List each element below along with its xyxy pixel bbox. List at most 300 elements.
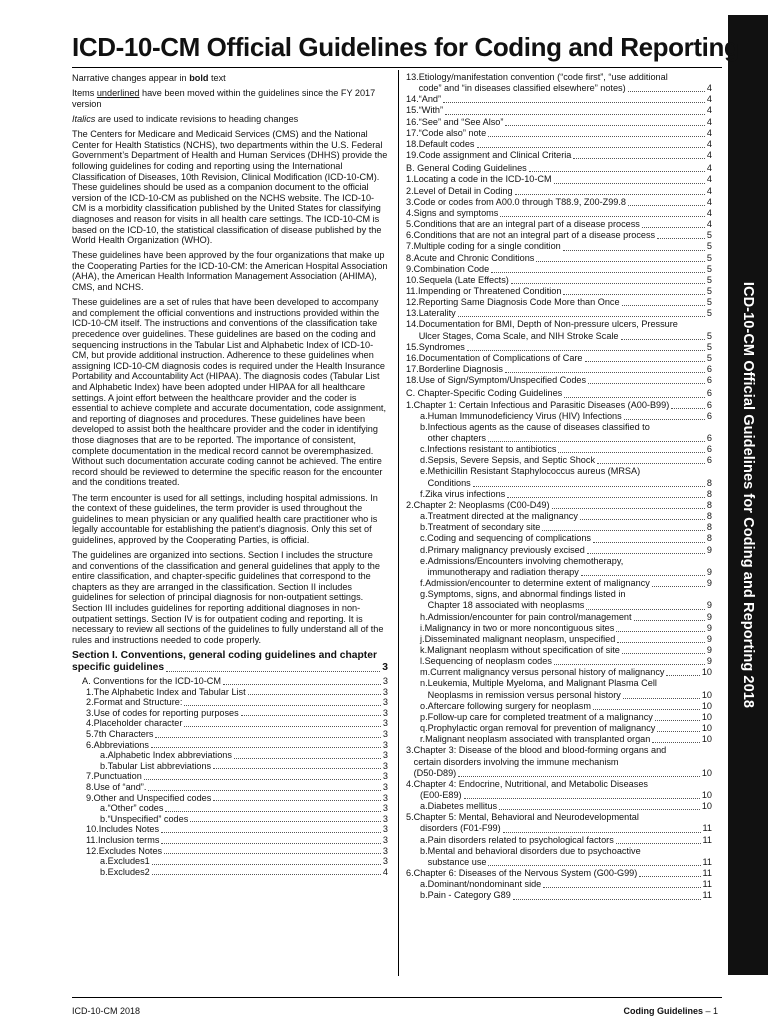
toc-entry[interactable] — [82, 856, 388, 867]
dot-leader — [443, 102, 705, 103]
toc-entry[interactable] — [406, 667, 712, 678]
toc-entry[interactable] — [406, 208, 712, 219]
dot-leader — [488, 865, 700, 866]
toc-entry-label: Pain disorders related to psychological factors — [427, 834, 614, 845]
toc-entry-label: Primary malignancy previously excised — [427, 544, 585, 555]
toc-entry-label: “Unspecified” codes — [107, 813, 189, 824]
toc-entry[interactable] — [406, 444, 712, 455]
toc-entry-label: Ulcer Stages, Coma Scale, and NIH Stroke Scale — [418, 330, 619, 341]
toc-entry-page: 3 — [382, 697, 388, 708]
dot-leader — [152, 864, 381, 865]
toc-entry-label: Level of Detail in Coding — [413, 185, 513, 196]
toc-entry-number: 4. — [86, 718, 94, 729]
toc-entry-page: 8 — [706, 522, 712, 533]
toc-entry-page: 6 — [706, 455, 712, 466]
dot-leader — [152, 874, 381, 875]
dot-leader — [622, 305, 705, 306]
toc-entry[interactable] — [406, 634, 712, 645]
toc-entry-label: Acute and Chronic Conditions — [413, 252, 535, 263]
toc-entry-page: 5 — [706, 341, 712, 352]
toc-entry-page: 11 — [702, 856, 712, 867]
toc-entry-page: 10 — [701, 734, 712, 745]
footer-left: ICD-10-CM 2018 — [72, 1006, 141, 1016]
toc-entry[interactable] — [406, 623, 712, 634]
toc-entry[interactable] — [406, 835, 712, 846]
toc-entry-label: Conditions that are not an integral part of a disease process — [413, 230, 656, 241]
toc-entry-label: Disseminated malignant neoplasm, unspecified — [424, 633, 616, 644]
toc-entry[interactable] — [406, 489, 712, 500]
toc-entry-number: 7. — [406, 241, 414, 252]
toc-entry-label: Code or codes from A00.0 through T88.9, Z00-Z99.8 — [413, 196, 626, 207]
toc-entry-number: 8. — [86, 781, 94, 792]
toc-entry-page: 4 — [706, 207, 712, 218]
toc-entry-page: 11 — [702, 890, 712, 901]
toc-entry-number: b. — [420, 890, 428, 901]
toc-entry-page: 10 — [701, 667, 712, 678]
dot-leader — [563, 250, 705, 251]
toc-entry[interactable] — [406, 801, 712, 812]
toc-entry[interactable] — [406, 723, 712, 734]
toc-entry-label: Documentation of Complications of Care — [418, 352, 583, 363]
toc-entry-number: 12. — [86, 845, 99, 856]
toc-entry-number: 4. — [406, 778, 414, 789]
toc-entry-page: 4 — [382, 866, 388, 877]
dot-leader — [581, 575, 705, 576]
toc-entry-label: Neoplasms in remission versus personal history — [427, 689, 621, 700]
toc-entry-page: 4 — [706, 138, 712, 149]
section-1-heading: Section I. Conventions, general coding guidelines and chapter specific guidelines 3 — [72, 650, 388, 674]
toc-entry[interactable] — [406, 846, 712, 868]
dot-leader — [642, 227, 705, 228]
toc-entry[interactable] — [406, 230, 712, 241]
toc-entry-number: k. — [420, 644, 428, 655]
toc-entry-number: a. — [420, 801, 428, 812]
toc-entry-label: Use of “and”. — [93, 781, 147, 792]
toc-entry-number: d. — [420, 544, 428, 555]
dot-leader — [184, 705, 381, 706]
toc-c-heading[interactable]: C. Chapter-Specific Coding Guidelines 6 — [406, 388, 712, 399]
toc-entry[interactable] — [406, 400, 712, 411]
toc-entry-number: 18. — [406, 375, 419, 386]
toc-entry-line: Etiology/manifestation convention (“code first”, “use additional — [418, 72, 668, 82]
toc-entry-page: 8 — [706, 488, 712, 499]
toc-entry[interactable] — [406, 455, 712, 466]
toc-entry-number: 3. — [406, 745, 414, 756]
toc-entry-page: 3 — [382, 792, 388, 803]
toc-entry-page: 11 — [702, 868, 712, 879]
toc-entry-label: Syndromes — [418, 341, 465, 352]
toc-entry-number: 16. — [406, 116, 419, 127]
toc-entry-number: l. — [420, 656, 425, 667]
toc-entry-number: a. — [420, 410, 428, 421]
toc-entry[interactable] — [406, 308, 712, 319]
toc-entry-page: 4 — [706, 219, 712, 230]
dot-leader — [657, 238, 705, 239]
toc-entry[interactable] — [82, 824, 388, 835]
toc-entry[interactable] — [406, 734, 712, 745]
dot-leader — [585, 361, 705, 362]
toc-entry-label: Use of Sign/Symptom/Unspecified Codes — [418, 375, 587, 386]
dot-leader — [616, 631, 705, 632]
toc-entry-line: Documentation for BMI, Depth of Non-pressure ulcers, Pressure — [418, 319, 678, 330]
toc-entry-number: 13. — [406, 308, 419, 319]
toc-entry[interactable] — [406, 712, 712, 723]
toc-entry-label: Reporting Same Diagnosis Code More than Once — [418, 297, 620, 308]
toc-entry[interactable] — [406, 411, 712, 422]
toc-entry-page: 9 — [706, 600, 712, 611]
toc-entry-page: 3 — [382, 803, 388, 814]
toc-entry-label: Chapter 1: Certain Infectious and Parasitic Diseases (A00-B99) — [413, 399, 670, 410]
toc-entry-number: a. — [420, 511, 428, 522]
toc-entry-page: 6 — [706, 364, 712, 375]
toc-entry-number: p. — [420, 711, 428, 722]
toc-entry[interactable] — [406, 72, 712, 94]
toc-entry-number: 11. — [406, 285, 419, 296]
dot-leader — [621, 339, 705, 340]
toc-entry-page: 8 — [706, 499, 712, 510]
dot-leader — [241, 715, 381, 716]
toc-entry-page: 5 — [706, 285, 712, 296]
toc-entry-label: Excludes1 — [107, 856, 150, 867]
dot-leader — [473, 486, 705, 487]
toc-entry-page: 5 — [706, 241, 712, 252]
toc-entry-page: 10 — [701, 700, 712, 711]
toc-entry-label: Default codes — [418, 138, 475, 149]
toc-entry-page: 6 — [706, 399, 712, 410]
toc-entry[interactable] — [406, 139, 712, 150]
dot-leader — [499, 809, 700, 810]
page-title: ICD-10-CM Official Guidelines for Coding and Reporting — [72, 32, 740, 62]
toc-entry[interactable] — [82, 835, 388, 846]
dot-leader — [623, 698, 700, 699]
toc-entry-label: Sepsis, Severe Sepsis, and Septic Shock — [427, 455, 596, 466]
dot-leader — [597, 463, 705, 464]
toc-entry[interactable] — [406, 678, 712, 700]
toc-entry[interactable] — [406, 319, 712, 341]
dot-leader — [542, 530, 705, 531]
toc-entry-number: 9. — [86, 792, 94, 803]
toc-entry-page: 4 — [706, 94, 712, 105]
toc-entry-page: 6 — [706, 410, 712, 421]
toc-entry-label: code” and “in diseases classified elsewhere” notes) — [418, 83, 626, 94]
toc-entry[interactable] — [82, 687, 388, 698]
toc-entry[interactable] — [406, 186, 712, 197]
toc-entry-label: immunotherapy and radiation therapy — [427, 566, 579, 577]
toc-entry-page: 8 — [706, 511, 712, 522]
footer-right: Coding Guidelines – 1 — [623, 1006, 718, 1016]
toc-entry-label: “Code also” note — [418, 127, 487, 138]
toc-entry-label: Chapter 6: Diseases of the Nervous System (G00-G99) — [413, 868, 638, 879]
dot-leader — [586, 609, 705, 610]
toc-entry-line: certain disorders involving the immune mechanism — [413, 756, 619, 767]
toc-entry-page: 11 — [702, 834, 712, 845]
toc-entry[interactable] — [406, 219, 712, 230]
toc-entry[interactable] — [82, 782, 388, 793]
toc-entry[interactable] — [82, 750, 388, 761]
toc-entry-page: 4 — [706, 196, 712, 207]
toc-entry-number: 14. — [406, 94, 419, 105]
toc-entry-number: 7. — [86, 771, 94, 782]
toc-entry[interactable] — [406, 105, 712, 116]
toc-entry-number: b. — [100, 866, 108, 877]
toc-entry[interactable] — [406, 578, 712, 589]
toc-entry-number: a. — [420, 879, 428, 890]
toc-entry-line: Infectious agents as the cause of diseases classified to — [427, 421, 650, 432]
toc-entry-page: 3 — [382, 771, 388, 782]
toc-entry-number: 6. — [406, 230, 414, 241]
toc-entry-page: 5 — [706, 230, 712, 241]
toc-entry-page: 10 — [701, 801, 712, 812]
toc-entry-page: 3 — [382, 781, 388, 792]
toc-entry-label: Human Immunodeficiency Virus (HIV) Infections — [427, 410, 622, 421]
toc-entry[interactable] — [82, 697, 388, 708]
toc-entry[interactable] — [406, 790, 712, 801]
toc-entry-label: Zika virus infections — [425, 488, 506, 499]
toc-entry-page: 3 — [382, 729, 388, 739]
toc-entry[interactable] — [406, 353, 712, 364]
dot-leader — [213, 768, 381, 769]
dot-leader — [513, 899, 701, 900]
toc-entry[interactable] — [406, 364, 712, 375]
dot-leader — [655, 720, 700, 721]
toc-entry-page: 5 — [706, 308, 712, 319]
toc-entry[interactable] — [406, 297, 712, 308]
toc-entry-number: i. — [420, 622, 425, 633]
toc-entry-label: Dominant/nondominant side — [427, 879, 542, 890]
toc-entry-number: b. — [420, 522, 428, 533]
toc-entry-page: 6 — [706, 433, 712, 443]
toc-entry[interactable] — [82, 729, 388, 740]
toc-entry-label: Laterality — [418, 308, 456, 319]
toc-entry[interactable] — [406, 500, 712, 511]
toc-entry[interactable] — [406, 422, 712, 444]
toc-entry-label: Treatment directed at the malignancy — [427, 511, 578, 522]
toc-entry-number: 5. — [86, 729, 94, 739]
toc-a-heading[interactable]: A. Conventions for the ICD-10-CM 3 — [82, 676, 388, 687]
toc-entry-line: Chapter 3: Disease of the blood and blood-forming organs and — [413, 745, 667, 756]
toc-entry-page: 5 — [706, 274, 712, 285]
toc-entry[interactable] — [406, 253, 712, 264]
toc-entry[interactable] — [406, 342, 712, 353]
toc-entry[interactable] — [82, 803, 388, 814]
toc-entry-label: Current malignancy versus personal history of malignancy — [430, 667, 665, 678]
toc-entry-label: substance use — [427, 856, 487, 867]
toc-entry[interactable] — [406, 645, 712, 656]
toc-entry[interactable] — [406, 522, 712, 533]
toc-entry[interactable] — [406, 511, 712, 522]
toc-entry-label: Malignant neoplasm without specification of site — [427, 644, 620, 655]
toc-entry[interactable] — [82, 793, 388, 804]
toc-entry[interactable] — [406, 823, 712, 834]
dot-leader — [190, 821, 381, 822]
dot-leader — [593, 709, 700, 710]
toc-entry-number: 14. — [406, 319, 419, 330]
toc-entry[interactable] — [82, 771, 388, 782]
toc-entry-page: 3 — [382, 718, 388, 729]
paragraph: The guidelines are organized into sections. Section I includes the structure and conventions of the classification and general guidelines that apply to the entire classification, and chapter-specific guidelines that correspond to the chapters as they are arranged in the classification. Section II includes guidelines for selection of principal diagnosis for non-outpatient settings. Section III includes guidelines for reporting additional diagnoses in non-outpatient settings. Section IV is for outpatient coding and reporting. It is necessary to review all sections of the guidelines to fully understand all of the rules and instructions needed to code properly. — [72, 550, 384, 645]
toc-entry[interactable] — [406, 375, 712, 386]
toc-entry-page: 3 — [382, 750, 388, 761]
toc-entry[interactable] — [406, 197, 712, 208]
toc-entry[interactable] — [82, 761, 388, 772]
dot-leader — [144, 779, 381, 780]
toc-entry-page: 6 — [706, 375, 712, 386]
toc-entry-page: 9 — [706, 578, 712, 589]
toc-entry-number: b. — [420, 421, 428, 432]
title-rule — [72, 67, 722, 68]
toc-entry-page: 9 — [706, 622, 712, 633]
toc-entry-label: Placeholder character — [93, 718, 183, 729]
toc-entry-label: Borderline Diagnosis — [418, 364, 503, 375]
toc-entry-number: 3. — [86, 707, 94, 718]
toc-entry-number: f. — [420, 488, 426, 499]
toc-entry[interactable] — [406, 556, 712, 578]
toc-entry[interactable] — [406, 275, 712, 286]
toc-entry[interactable] — [406, 264, 712, 275]
toc-entry-label: Includes Notes — [98, 824, 160, 835]
dot-leader — [634, 620, 705, 621]
dot-leader — [164, 853, 381, 854]
toc-entry[interactable] — [406, 656, 712, 667]
toc-entry-label: Malignancy in two or more noncontiguous sites — [424, 622, 615, 633]
toc-entry-page: 11 — [702, 823, 712, 834]
toc-entry-label: Sequencing of neoplasm codes — [424, 656, 552, 667]
toc-entry[interactable] — [406, 150, 712, 161]
toc-entry-number: o. — [420, 700, 428, 711]
toc-entry-label: Conditions — [427, 477, 471, 488]
toc-entry[interactable] — [406, 890, 712, 901]
paragraph: These guidelines are a set of rules that have been developed to accompany and complement the official conventions and instructions provided within the ICD-10-CM itself. The instructions and conventions of the classification take precedence over guidelines. These guidelines are based on the coding and sequencing instructions in the Tabular List and Alphabetic Index of ICD-10-CM, but provide additional instruction. Adherence to these guidelines when assigning ICD-10-CM diagnosis codes is required under the Health Insurance Portability and Accountability Act (HIPAA). The diagnosis codes (Tabular List and Alphabetic Index) have been adopted under HIPAA for all healthcare settings. A joint effort between the healthcare provider and the coder is essential to achieve complete and accurate documentation, code assignment, and reporting of diagnoses and procedures. These guidelines have been developed to assist both the healthcare provider and the coder in identifying those diagnoses that are to be reported. The importance of consistent, complete documentation in the medical record cannot be overemphasized. Without such documentation accurate coding cannot be achieved. The entire record should be reviewed to determine the specific reason for the encounter and the conditions treated. — [72, 297, 386, 488]
toc-entry[interactable] — [406, 286, 712, 297]
toc-entry-line: Methicillin Resistant Staphylococcus aureus (MRSA) — [427, 466, 641, 477]
toc-entry[interactable] — [406, 779, 712, 790]
toc-entry[interactable] — [406, 701, 712, 712]
toc-entry-page: 4 — [706, 150, 712, 161]
toc-entry-number: c. — [420, 533, 428, 544]
toc-b-heading[interactable]: B. General Coding Guidelines 4 — [406, 163, 712, 174]
toc-entry[interactable] — [406, 117, 712, 128]
toc-entry[interactable] — [406, 241, 712, 252]
toc-entry-number: 3. — [406, 196, 414, 207]
toc-entry-number: 5. — [406, 812, 414, 823]
toc-entry-label: other chapters — [427, 433, 486, 443]
toc-entry[interactable] — [406, 466, 712, 488]
dot-leader — [616, 843, 701, 844]
dot-leader — [573, 158, 705, 159]
toc-entry[interactable] — [82, 740, 388, 751]
footer-rule — [72, 997, 722, 998]
toc-entry-number: f. — [420, 578, 426, 589]
dot-leader — [151, 747, 381, 748]
toc-entry[interactable] — [406, 545, 712, 556]
toc-entry[interactable] — [406, 94, 712, 105]
narrative-note: Narrative changes appear in bold text — [72, 73, 226, 83]
dot-leader — [639, 876, 700, 877]
toc-entry-label: Use of codes for reporting purposes — [93, 707, 239, 718]
toc-entry[interactable] — [406, 879, 712, 890]
toc-entry-number: j. — [420, 633, 425, 644]
toc-entry-number: q. — [420, 723, 428, 734]
dot-leader — [657, 731, 699, 732]
toc-entry-number: a. — [100, 750, 108, 761]
dot-leader — [500, 216, 705, 217]
dot-leader — [671, 408, 705, 409]
toc-entry-line: Symptoms, signs, and abnormal findings listed in — [427, 589, 626, 600]
dot-leader — [558, 452, 704, 453]
toc-entry-page: 4 — [706, 105, 712, 116]
toc-entry-number: 10. — [406, 274, 419, 285]
toc-entry-label: Impending or Threatened Condition — [418, 285, 562, 296]
toc-entry-number: e. — [420, 555, 428, 566]
toc-entry-label: “With” — [418, 105, 444, 116]
toc-entry-page: 9 — [706, 544, 712, 555]
toc-entry-label: Alphabetic Index abbreviations — [107, 750, 232, 761]
dot-leader — [628, 205, 705, 206]
toc-entry-page: 4 — [706, 185, 712, 196]
toc-entry-label: Inclusion terms — [98, 834, 160, 845]
dot-leader — [536, 261, 705, 262]
column-divider — [398, 70, 399, 976]
toc-entry-number: 1. — [406, 174, 414, 185]
toc-entry-number: 19. — [406, 150, 419, 161]
toc-entry-number: 6. — [406, 868, 414, 879]
toc-entry[interactable] — [406, 533, 712, 544]
toc-entry[interactable] — [406, 128, 712, 139]
toc-entry[interactable] — [82, 846, 388, 857]
toc-entry[interactable] — [82, 814, 388, 825]
toc-entry-label: Abbreviations — [93, 739, 149, 750]
toc-entry-page: 3 — [382, 845, 388, 856]
toc-entry-number: r. — [420, 734, 426, 745]
toc-entry[interactable] — [406, 612, 712, 623]
toc-entry-label: Chapter 5: Mental, Behavioral and Neurodevelopmental — [413, 812, 639, 823]
toc-entry[interactable] — [406, 174, 712, 185]
dot-leader — [505, 372, 705, 373]
toc-entry-label: Chapter 2: Neoplasms (C00-D49) — [413, 499, 550, 510]
dot-leader — [652, 742, 700, 743]
toc-entry-page: 9 — [706, 656, 712, 667]
dot-leader — [148, 790, 381, 791]
toc-entry-line: Leukemia, Multiple Myeloma, and Malignant Plasma Cell — [427, 678, 657, 689]
toc-entry-page: 5 — [706, 352, 712, 363]
toc-entry-number: g. — [420, 589, 428, 600]
dot-leader — [213, 800, 381, 801]
toc-entry-page: 3 — [382, 707, 388, 718]
toc-entry-page: 3 — [382, 856, 388, 867]
toc-entry[interactable] — [406, 589, 712, 611]
toc-entry-page: 3 — [382, 739, 388, 750]
dot-leader — [491, 272, 705, 273]
toc-entry[interactable] — [406, 745, 712, 778]
toc-entry[interactable] — [82, 708, 388, 719]
toc-entry-label: (D50-D89) — [413, 767, 457, 778]
toc-entry[interactable] — [82, 867, 388, 878]
dot-leader — [248, 694, 381, 695]
toc-entry-page: 4 — [706, 116, 712, 127]
toc-entry-line: Mental and behavioral disorders due to psychoactive — [427, 845, 641, 856]
toc-entry-label: (E00-E89) — [420, 790, 462, 800]
dot-leader — [458, 316, 705, 317]
toc-entry-number: 5. — [406, 219, 414, 230]
toc-entry[interactable] — [406, 812, 712, 823]
toc-entry-label: Multiple coding for a single condition — [413, 241, 561, 252]
toc-entry[interactable] — [82, 718, 388, 729]
toc-entry-page: 3 — [382, 760, 388, 771]
toc-entry[interactable] — [406, 868, 712, 879]
dot-leader — [617, 642, 705, 643]
toc-entry-label: Tabular List abbreviations — [107, 760, 212, 771]
toc-entry-number: b. — [100, 760, 108, 771]
